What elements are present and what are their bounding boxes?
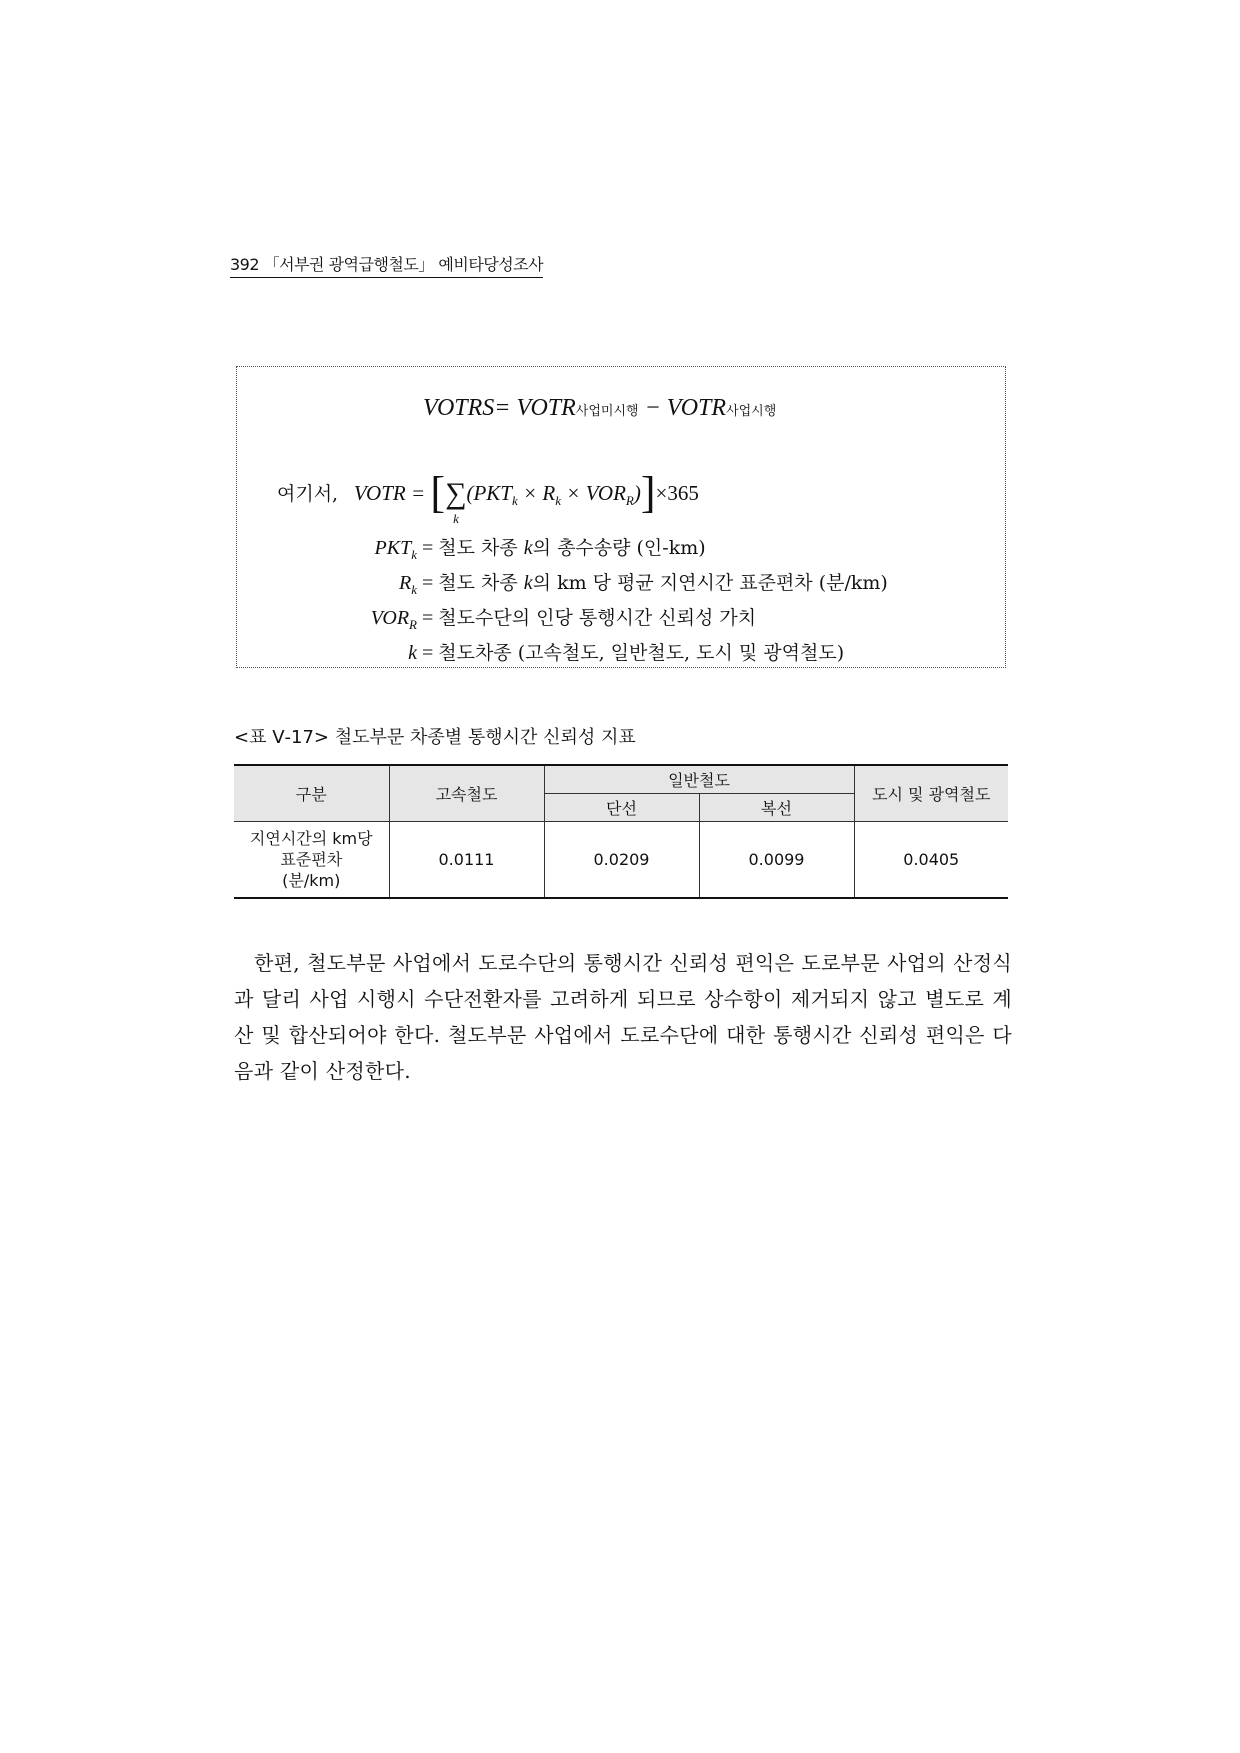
definition-pkt [237,533,706,563]
sub-k1: k [511,493,518,508]
votr-symbol: = VOTR [494,395,576,421]
votrs-equation [423,395,776,422]
sum-body-r: × R [523,481,556,505]
sub-r: R [625,493,634,508]
sum-body-pkt: (PKT [466,481,512,505]
def-equals: = [422,572,434,594]
row-label-line2: 표준편차 [280,849,343,869]
minus-votr: − VOTR [638,395,727,421]
def-text: 철도차종 (고속철도, 일반철도, 도시 및 광역철도) [438,642,845,664]
def-subscript: R [409,617,417,632]
reliability-table [234,764,1008,899]
header-urban: 도시 및 광역철도 [854,765,1008,821]
def-symbol: VOR [370,607,410,629]
definition-r [237,568,888,598]
def-text: 철도 차종 [438,572,524,594]
sum-body-close: ) [633,481,641,505]
definition-k [237,638,844,665]
summation [445,477,467,526]
header-category: 구분 [234,765,389,821]
def-equals: = [422,607,434,629]
votrs-symbol: VOTRS [423,395,495,421]
where-label: 여기서, [277,483,339,505]
times-365: ×365 [655,481,699,505]
def-subscript: k [411,547,417,562]
def-text-after: 의 총수송량 (인-km) [532,537,706,559]
value-highspeed: 0.0111 [389,821,544,898]
definition-vor [237,603,756,633]
value-urban: 0.0405 [854,821,1008,898]
header-general: 일반철도 [544,765,854,793]
subscript-no-project: 사업미시행 [575,404,639,419]
def-text: 철도수단의 인당 통행시간 신뢰성 가치 [438,607,757,629]
def-text: 철도 차종 [438,537,524,559]
table-row [234,821,1008,898]
sub-k2: k [555,493,562,508]
row-label-line3: (분/km) [282,870,341,890]
row-label [234,821,389,898]
votr-lhs: VOTR = [353,481,426,505]
def-variable: k [523,537,533,559]
row-label-line1: 지연시간의 km당 [249,828,373,848]
running-header: 392 「서부권 광역급행철도」 예비타당성조사 [230,252,543,278]
def-symbol: R [399,572,412,594]
left-bracket: [ [430,468,446,517]
header-double: 복선 [699,793,854,821]
header-single: 단선 [544,793,699,821]
sum-index: k [453,511,459,526]
value-double: 0.0099 [699,821,854,898]
sum-body-vor: × VOR [566,481,626,505]
def-text-after: 의 km 당 평균 지연시간 표준편차 (분/km) [532,572,888,594]
sigma-icon: ∑ [445,477,467,510]
body-paragraph: 한편, 철도부문 사업에서 도로수단의 통행시간 신뢰성 편익은 도로부문 사업의 산정식과 달리 사업 시행시 수단전환자를 고려하게 되므로 상수항이 제거되지 않고 별도로 계산 및 합산되어야 한다. 철도부문 사업에서 도로수단에 대한 통행시간 신뢰성 편익은 다음과 같이 산정한다. [234,951,1012,1083]
def-variable: k [523,572,533,594]
def-symbol: PKT [374,537,412,559]
votr-equation [277,467,699,526]
def-symbol: k [408,642,417,664]
subscript-project: 사업시행 [726,404,777,419]
formula-box [236,366,1006,668]
value-single: 0.0209 [544,821,699,898]
header-highspeed: 고속철도 [389,765,544,821]
def-subscript: k [411,582,417,597]
table-caption: <표 Ⅴ-17> 철도부문 차종별 통행시간 신뢰성 지표 [234,727,636,748]
right-bracket: ] [640,468,656,517]
def-equals: = [422,537,434,559]
def-equals: = [422,642,434,664]
